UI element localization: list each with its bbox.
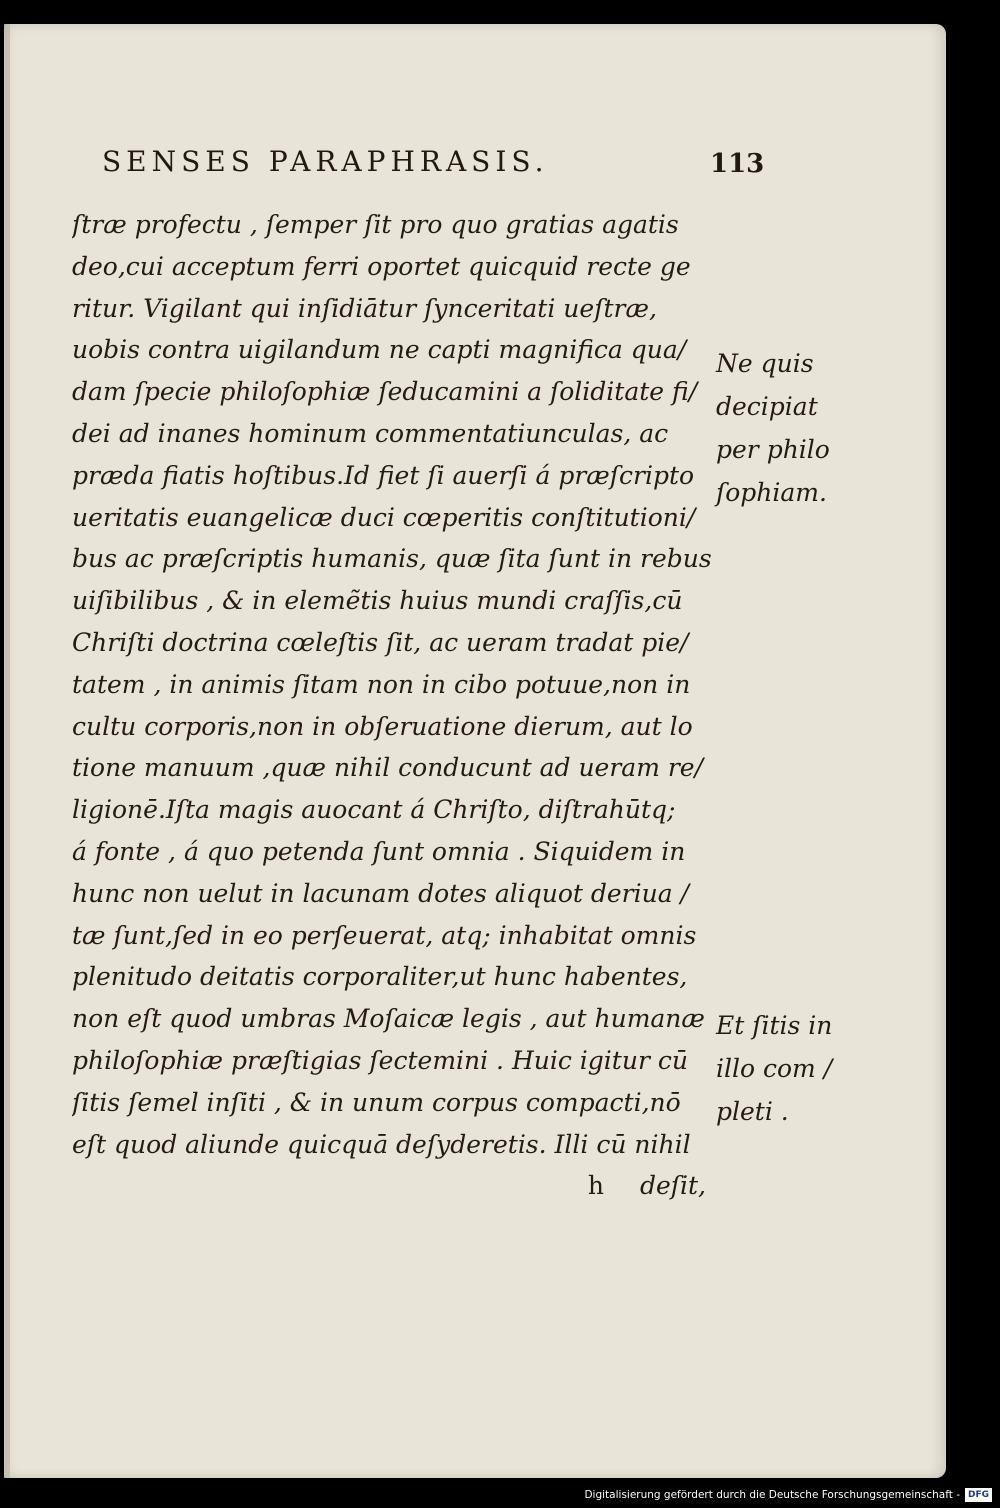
digitization-credit <box>584 1486 992 1504</box>
text-line: bus ac præſcriptis humanis, quæ ſita ſunt in rebus <box>72 544 712 574</box>
marginal-note-line: pleti . <box>716 1097 789 1126</box>
book-page <box>4 24 946 1478</box>
text-line: præda fiatis hoſtibus.Id fiet ſi auerſi á præſcripto <box>72 460 695 490</box>
text-line: non eſt quod umbras Moſaicæ legis , aut humanæ <box>72 1004 705 1034</box>
text-line: ueritatis euangelicæ duci cœperitis conſtitutioni/ <box>72 502 696 532</box>
marginal-note-line: illo com / <box>716 1054 833 1083</box>
catchword: deſit, <box>639 1171 706 1201</box>
running-title: SENSES PARAPHRASIS. <box>102 145 549 178</box>
text-line: philoſophiæ præſtigias ſectemini . Huic igitur cū <box>72 1045 688 1075</box>
folio-number: 113 <box>710 149 765 179</box>
text-line: ligionē.Iſta magis auocant á Chriſto, diſtrahūtq; <box>72 795 676 825</box>
catchword-line <box>72 1165 712 1207</box>
text-line: deo,cui acceptum ferri oportet quicquid recte ge <box>72 251 691 281</box>
text-line: uiſibilibus , & in elemẽtis huius mundi craſſis,cū <box>72 586 683 616</box>
marginal-note-ne-quis <box>716 342 856 514</box>
text-line: hunc non uelut in lacunam dotes aliquot deriua / <box>72 878 689 908</box>
text-line: Chriſti doctrina cœleſtis ſit, ac ueram tradat pie/ <box>72 627 689 657</box>
body-text <box>72 204 712 1207</box>
text-line: tæ ſunt,ſed in eo perſeuerat, atq; inhabitat omnis <box>72 920 697 950</box>
text-line: uobis contra uigilandum ne capti magnifica qua/ <box>72 335 687 365</box>
text-line: eſt quod aliunde quicquā deſyderetis. Illi cū nihil <box>72 1129 691 1159</box>
marginal-note-line: ſophiam. <box>716 478 827 507</box>
marginal-note-line: per philo <box>716 435 830 464</box>
text-line: dei ad inanes hominum commentatiunculas, ac <box>72 418 669 448</box>
text-line: cultu corporis,non in obſeruatione dierum, aut lo <box>72 711 693 741</box>
text-line: á fonte , á quo petenda ſunt omnia . Siquidem in <box>72 836 686 866</box>
credit-text: Digitalisierung gefördert durch die Deutsche Forschungsgemeinschaft - <box>584 1489 960 1501</box>
text-line: ſitis ſemel inſiti , & in unum corpus compacti,nō <box>72 1087 681 1117</box>
signature-mark: h <box>587 1171 604 1201</box>
marginal-note-line: decipiat <box>716 392 818 421</box>
marginal-note-line: Et ſitis in <box>716 1011 833 1040</box>
dfg-logo: DFG <box>965 1488 992 1502</box>
text-line: ſtræ profectu , ſemper ſit pro quo gratias agatis <box>72 210 679 239</box>
text-line: plenitudo deitatis corporaliter,ut hunc habentes, <box>72 962 688 992</box>
marginal-note-line: Ne quis <box>716 349 814 378</box>
marginal-note-et-sitis <box>716 1004 856 1133</box>
text-line: tione manuum ,quæ nihil conducunt ad ueram re/ <box>72 753 704 783</box>
text-line: dam ſpecie philoſophiæ ſeducamini a ſoliditate fi/ <box>72 377 698 407</box>
text-line: tatem , in animis ſitam non in cibo potuue,non in <box>72 669 691 699</box>
text-line: ritur. Vigilant qui inſidiātur ſynceritati ueſtræ, <box>72 293 657 323</box>
